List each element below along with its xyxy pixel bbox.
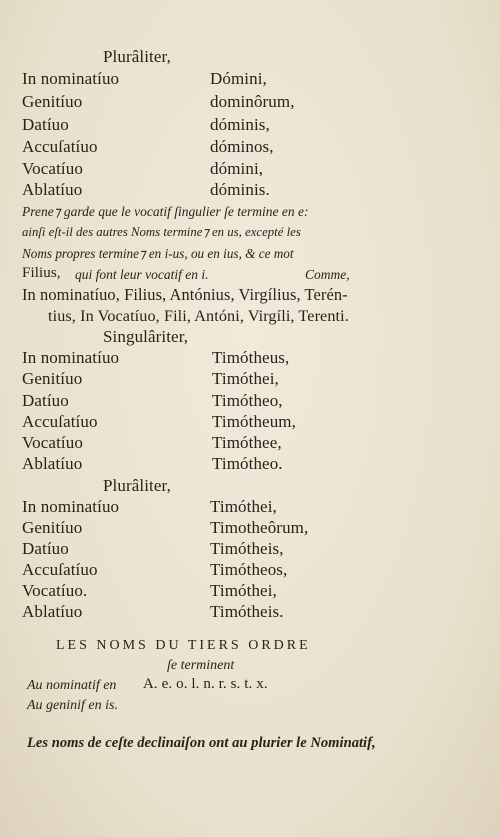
case-label: Vocatíuo — [22, 159, 83, 178]
section-title: LES NOMS DU TIERS ORDRE — [56, 638, 311, 653]
case-label: Genitíuo — [22, 369, 83, 388]
catchline: Les noms de ceſte declinaiſon ont au plurier le Nominatif, — [27, 735, 376, 751]
plural-heading-1: Plurâliter, — [103, 47, 171, 66]
case-form: dóminos, — [210, 137, 274, 156]
case-form: Timóthei, — [210, 497, 277, 516]
case-label: Datíuo — [22, 539, 69, 558]
endings-list: A. e. o. l. n. r. s. t. x. — [143, 676, 268, 692]
case-label: Vocatíuo — [22, 433, 83, 452]
endings-label: Au nominatif en — [27, 678, 117, 693]
case-label: In nominatíuo — [22, 348, 120, 367]
note-line: Noms propres termine⁊ en i-us, ou en ius, & ce mot — [22, 246, 294, 261]
case-label: Datíuo — [22, 115, 69, 134]
case-form: dominôrum, — [210, 92, 295, 111]
case-form: Timóthei, — [212, 369, 279, 388]
case-label: Genitíuo — [22, 518, 83, 537]
case-form: Timótheo. — [212, 454, 283, 473]
case-label: In nominatíuo — [22, 69, 120, 88]
case-form: Timóthee, — [212, 433, 282, 452]
singular-heading: Singulâriter, — [103, 327, 189, 346]
case-form: Timotheôrum, — [210, 518, 309, 537]
case-label: Ablatíuo — [22, 454, 83, 473]
case-label: Accuſatíuo — [22, 412, 98, 431]
case-form: Timótheum, — [212, 412, 296, 431]
note-latin-word: Filius, — [22, 265, 61, 281]
case-form: Timótheis, — [210, 539, 284, 558]
case-form: dómini, — [210, 159, 264, 178]
case-label: In nominatíuo — [22, 497, 120, 516]
case-form: dóminis, — [210, 115, 270, 134]
example-line: tius, In Vocatíuo, Fili, Antóni, Virgíli, Terenti. — [48, 307, 349, 325]
case-label: Accuſatíuo — [22, 560, 98, 579]
note-line: Prene⁊ garde que le vocatif ſingulier ſe termine en e: — [22, 204, 309, 219]
case-label: Accuſatíuo — [22, 137, 98, 156]
case-form: Timótheos, — [210, 560, 288, 579]
note-line: ainſi eſt-il des autres Noms termine⁊ en us, excepté les — [22, 225, 301, 239]
case-form: Timótheo, — [212, 391, 283, 410]
genitive-line: Au geninif en is. — [27, 698, 118, 713]
plural-heading-2: Plurâliter, — [103, 476, 171, 495]
case-label: Vocatíuo. — [22, 581, 88, 600]
case-form: Timótheis. — [210, 602, 284, 621]
case-label: Ablatíuo — [22, 180, 83, 199]
section-subtitle: ſe terminent — [167, 658, 235, 673]
case-label: Datíuo — [22, 391, 69, 410]
note-line: qui font leur vocatif en i. — [75, 267, 209, 282]
case-form: Timótheus, — [212, 348, 290, 367]
example-line: In nominatíuo, Filius, Antónius, Virgílius, Terén- — [22, 285, 348, 304]
case-form: dóminis. — [210, 180, 270, 199]
case-label: Ablatíuo — [22, 602, 83, 621]
case-form: Timóthei, — [210, 581, 277, 600]
note-line: Comme, — [305, 267, 350, 282]
case-label: Genitíuo — [22, 92, 83, 111]
case-form: Dómini, — [210, 69, 267, 88]
